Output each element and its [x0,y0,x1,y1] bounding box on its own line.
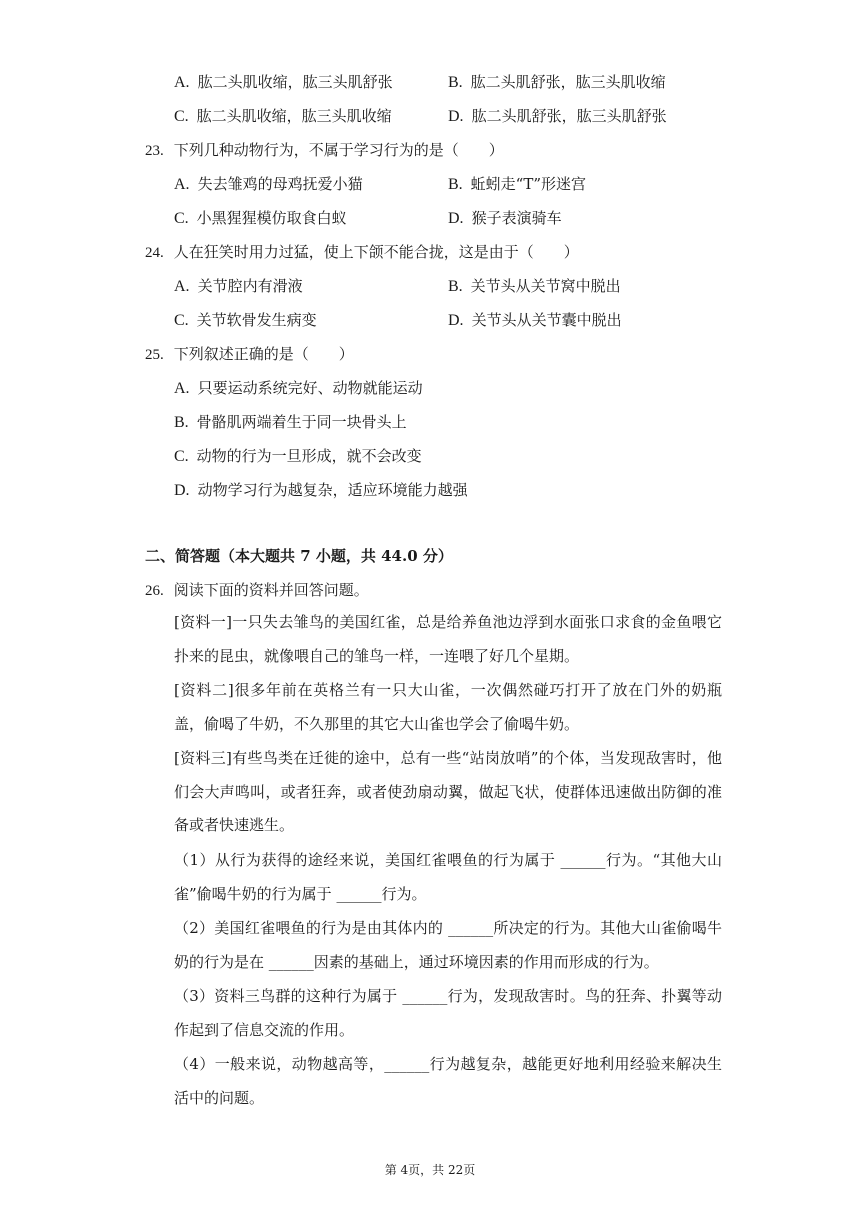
q24-option-b [448,276,621,297]
q25-option-a [174,378,423,399]
option-text: 肱二头肌舒张，肱三头肌收缩 [470,73,666,91]
option-text: 只要运动系统完好、动物就能运动 [197,379,423,397]
option-text: 关节软骨发生病变 [196,311,317,329]
option-text: 肱二头肌收缩，肱三头肌收缩 [196,107,392,125]
question-text: 阅读下面的资料并回答问题。 [173,581,369,599]
q22-option-c [174,106,392,127]
question-25-stem [145,344,354,365]
question-text: 下列叙述正确的是（ ） [173,345,354,363]
option-letter: C. [174,108,189,125]
q23-option-d [448,208,562,229]
option-letter: B. [174,414,189,431]
option-letter: C. [174,312,189,329]
question-number: 24. [145,245,164,261]
question-text: 人在狂笑时用力过猛，使上下颌不能合拢，这是由于（ ） [173,243,579,261]
question-26-stem [145,580,369,601]
q24-option-c [174,310,317,331]
option-letter: D. [174,482,190,499]
option-text: 蚯蚓走“T”形迷宫 [470,175,587,193]
page-footer: 第 4页，共 22页 [384,1163,476,1177]
option-text: 小黑猩猩模仿取食白蚁 [196,209,347,227]
q24-option-a [174,276,303,297]
q23-option-a [174,174,363,195]
option-letter: D. [448,210,464,227]
option-letter: A. [174,74,190,91]
sub-question-2: （2）美国红雀喂鱼的行为是由其体内的 ______所决定的行为。其他大山雀偷喝牛奶的行为是在 ______因素的基础上，通过环境因素的作用而形成的行为。 [174,919,722,971]
sub-question-1: （1）从行为获得的途经来说，美国红雀喂鱼的行为属于 ______行为。“其他大山雀”偷喝牛奶的行为属于 ______行为。 [174,851,722,903]
sub-question-4: （4）一般来说，动物越高等，______行为越复杂，越能更好地利用经验来解决生活中的问题。 [174,1055,722,1107]
option-letter: B. [448,278,463,295]
q22-option-b [448,72,666,93]
q25-option-d [174,480,468,501]
question-number: 25. [145,347,164,363]
option-letter: B. [448,74,463,91]
q24-option-d [448,310,622,331]
q23-option-b [448,174,586,195]
sub-question-3: （3）资料三鸟群的这种行为属于 ______行为，发现敌害时。鸟的狂奔、扑翼等动作起到了信息交流的作用。 [174,987,722,1039]
option-letter: B. [448,176,463,193]
option-text: 关节头从关节囊中脱出 [471,311,622,329]
material-1: [资料一]一只失去雏鸟的美国红雀，总是给养鱼池边浮到水面张口求食的金鱼喂它扑来的昆虫，就像喂自己的雏鸟一样，一连喂了好几个星期。 [174,613,722,665]
option-text: 肱二头肌舒张，肱三头肌舒张 [471,107,667,125]
option-letter: A. [174,278,190,295]
option-letter: C. [174,448,189,465]
option-letter: C. [174,210,189,227]
question-24-stem [145,242,579,263]
option-text: 动物学习行为越复杂，适应环境能力越强 [197,481,468,499]
q25-option-b [174,412,407,433]
option-text: 失去雏鸡的母鸡抚爱小猫 [197,175,363,193]
q23-option-c [174,208,347,229]
option-text: 关节头从关节窝中脱出 [470,277,621,295]
material-3: [资料三]有些鸟类在迁徙的途中，总有一些“站岗放哨”的个体，当发现敌害时，他们会大声鸣叫，或者狂奔，或者使劲扇动翼，做起飞状，使群体迅速做出防御的准备或者快速逃生。 [174,749,722,834]
section-heading: 二、简答题（本大题共 7 小题，共 44.0 分） [145,547,453,565]
q22-option-d [448,106,667,127]
option-letter: D. [448,108,464,125]
q25-option-c [174,446,422,467]
question-23-stem [145,140,504,161]
option-text: 骨骼肌两端着生于同一块骨头上 [196,413,407,431]
question-number: 23. [145,143,164,159]
option-letter: A. [174,176,190,193]
option-text: 关节腔内有滑液 [197,277,303,295]
question-number: 26. [145,583,164,599]
question-text: 下列几种动物行为，不属于学习行为的是（ ） [173,141,504,159]
material-2: [资料二]很多年前在英格兰有一只大山雀，一次偶然碰巧打开了放在门外的奶瓶盖，偷喝了牛奶，不久那里的其它大山雀也学会了偷喝牛奶。 [174,681,722,733]
option-text: 动物的行为一旦形成，就不会改变 [196,447,422,465]
option-letter: A. [174,380,190,397]
option-text: 猴子表演骑车 [471,209,562,227]
option-letter: D. [448,312,464,329]
option-text: 肱二头肌收缩，肱三头肌舒张 [197,73,393,91]
q22-option-a [174,72,393,93]
